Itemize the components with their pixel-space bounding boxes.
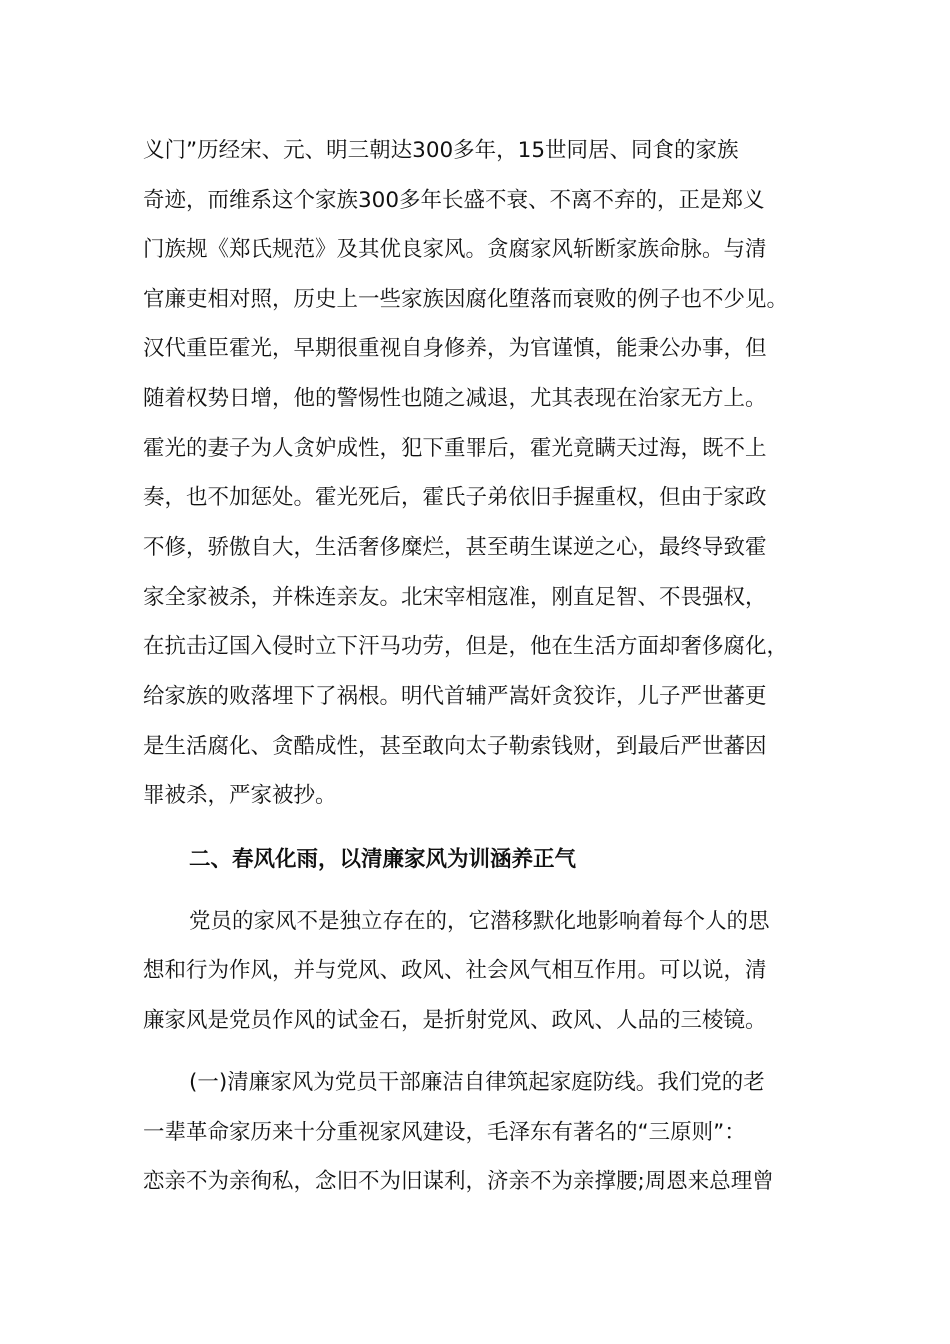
text-line: 随着权势日增，他的警惕性也随之减退，尤其表现在治家无方上。 (143, 386, 767, 411)
text-line: 想和行为作风，并与党风、政风、社会风气相互作用。可以说，清 (143, 958, 767, 983)
text-line: 官廉吏相对照，历史上一些家族因腐化堕落而衰败的例子也不少见。 (143, 287, 789, 312)
text-line: 门族规《郑氏规范》及其优良家风。贪腐家风斩断家族命脉。与清 (143, 237, 767, 262)
text-line: 在抗击辽国入侵时立下汗马功劳，但是，他在生活方面却奢侈腐化， (143, 634, 789, 659)
text-line: 霍光的妻子为人贪妒成性，犯下重罪后，霍光竟瞒天过海，既不上 (143, 436, 767, 461)
section-heading: 二、春风化雨，以清廉家风为训涵养正气 (189, 847, 577, 872)
text-line: 义门”历经宋、元、明三朝达300多年，15世同居、同食的家族 (143, 138, 739, 163)
text-line: 不修，骄傲自大，生活奢侈糜烂，甚至萌生谋逆之心，最终导致霍 (143, 535, 767, 560)
text-line: 家全家被杀，并株连亲友。北宋宰相寇准，刚直足智、不畏强权， (143, 585, 767, 610)
text-line: 奇迹，而维系这个家族300多年长盛不衰、不离不弃的，正是郑义 (143, 188, 765, 213)
text-line: 一辈革命家历来十分重视家风建设，毛泽东有著名的“三原则”： (143, 1120, 746, 1145)
text-line: 廉家风是党员作风的试金石，是折射党风、政风、人品的三棱镜。 (143, 1008, 767, 1033)
text-line: 汉代重臣霍光，早期很重视自身修养，为官谨慎，能秉公办事，但 (143, 336, 767, 361)
text-line: 奏，也不加惩处。霍光死后，霍氏子弟依旧手握重权，但由于家政 (143, 485, 767, 510)
text-line: 罪被杀，严家被抄。 (143, 783, 337, 808)
text-line: 是生活腐化、贪酷成性，甚至敢向太子勒索钱财，到最后严世蕃因 (143, 734, 767, 759)
text-line: 给家族的败落埋下了祸根。明代首辅严嵩奸贪狡诈，儿子严世蕃更 (143, 684, 767, 709)
text-line: 恋亲不为亲徇私，念旧不为旧谋利，济亲不为亲撑腰;周恩来总理曾 (143, 1169, 774, 1194)
text-line: (一)清廉家风为党员干部廉洁自律筑起家庭防线。我们党的老 (189, 1070, 765, 1095)
text-line: 党员的家风不是独立存在的，它潜移默化地影响着每个人的思 (189, 909, 770, 934)
